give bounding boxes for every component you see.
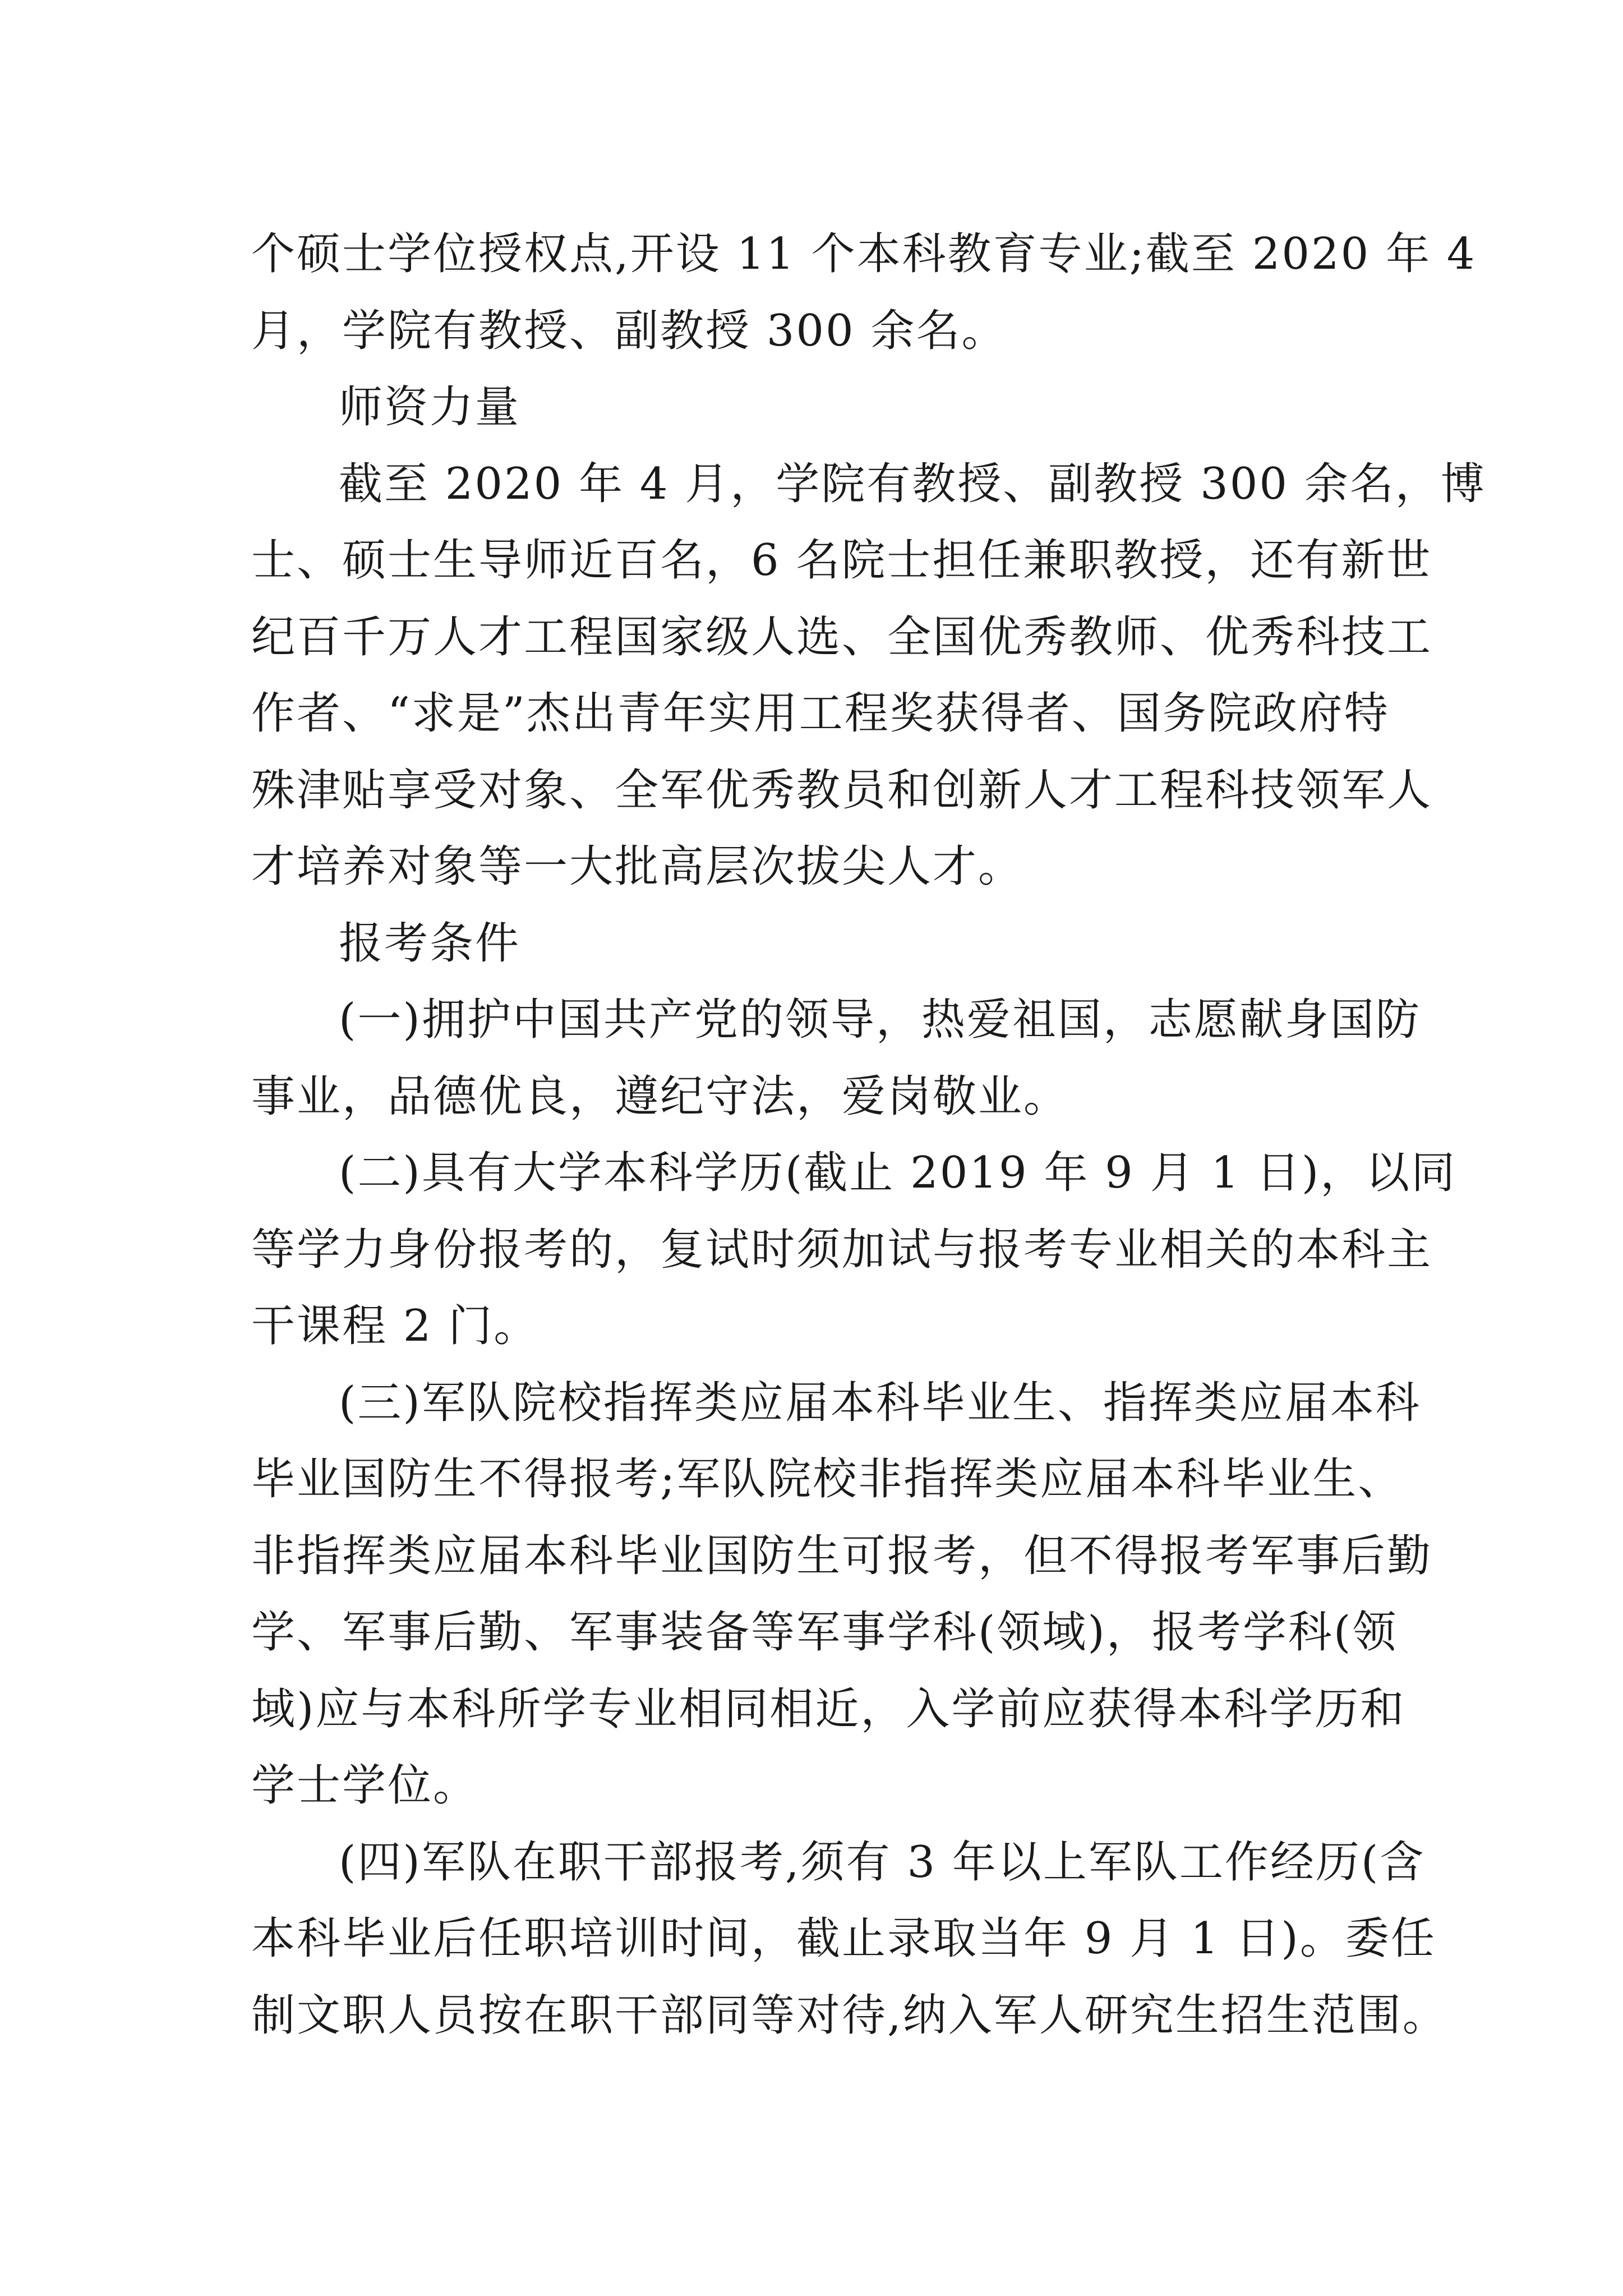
text-line: 事业，品德优良，遵纪守法，爱岗敬业。 — [251, 1071, 1069, 1122]
text-line: 个硕士学位授权点,开设 11 个本科教育专业;截至 2020 年 4 — [251, 229, 1477, 279]
text-line: 殊津贴享受对象、全军优秀教员和创新人才工程科技领军人 — [251, 765, 1433, 816]
paragraph-first-line: 截至 2020 年 4 月，学院有教授、副教授 300 余名，博 — [339, 458, 1486, 509]
paragraph-first-line: (四)军队在职干部报考,须有 3 年以上军队工作经历(含 — [339, 1837, 1426, 1888]
document-body — [251, 216, 1486, 2054]
section-heading: 师资力量 — [339, 382, 521, 432]
text-line: 学士学位。 — [251, 1760, 479, 1811]
text-line: 士、硕士生导师近百名，6 名院士担任兼职教授，还有新世 — [251, 535, 1432, 586]
paragraph-first-line: (三)军队院校指挥类应届本科毕业生、指挥类应届本科 — [339, 1377, 1421, 1428]
text-line: 学、军事后勤、军事装备等军事学科(领域)，报考学科(领 — [251, 1607, 1398, 1658]
text-line: 非指挥类应届本科毕业国防生可报考，但不得报考军事后勤 — [251, 1530, 1433, 1581]
text-line: 制文职人员按在职干部同等对待,纳入军人研究生招生范围。 — [251, 1990, 1448, 2041]
section-heading: 报考条件 — [339, 918, 521, 969]
text-line: 域)应与本科所学专业相同相近，入学前应获得本科学历和 — [251, 1683, 1406, 1734]
text-line: 干课程 2 门。 — [251, 1301, 540, 1351]
paragraph-first-line: (二)具有大学本科学历(截止 2019 年 9 月 1 日)，以同 — [339, 1148, 1457, 1198]
text-line: 月，学院有教授、副教授 300 余名。 — [251, 305, 1007, 356]
text-line: 作者、“求是”杰出青年实用工程奖获得者、国务院政府特 — [251, 688, 1390, 739]
paragraph-first-line: (一)拥护中国共产党的领导，热爱祖国，志愿献身国防 — [339, 995, 1421, 1045]
text-line: 本科毕业后任职培训时间，截止录取当年 9 月 1 日)。委任 — [251, 1913, 1436, 1964]
text-line: 才培养对象等一大批高层次拔尖人才。 — [251, 841, 1024, 892]
text-line: 等学力身份报考的，复试时须加试与报考专业相关的本科主 — [251, 1224, 1433, 1275]
text-line: 纪百千万人才工程国家级人选、全国优秀教师、优秀科技工 — [251, 611, 1433, 662]
text-line: 毕业国防生不得报考;军队院校非指挥类应届本科毕业生、 — [251, 1454, 1404, 1504]
